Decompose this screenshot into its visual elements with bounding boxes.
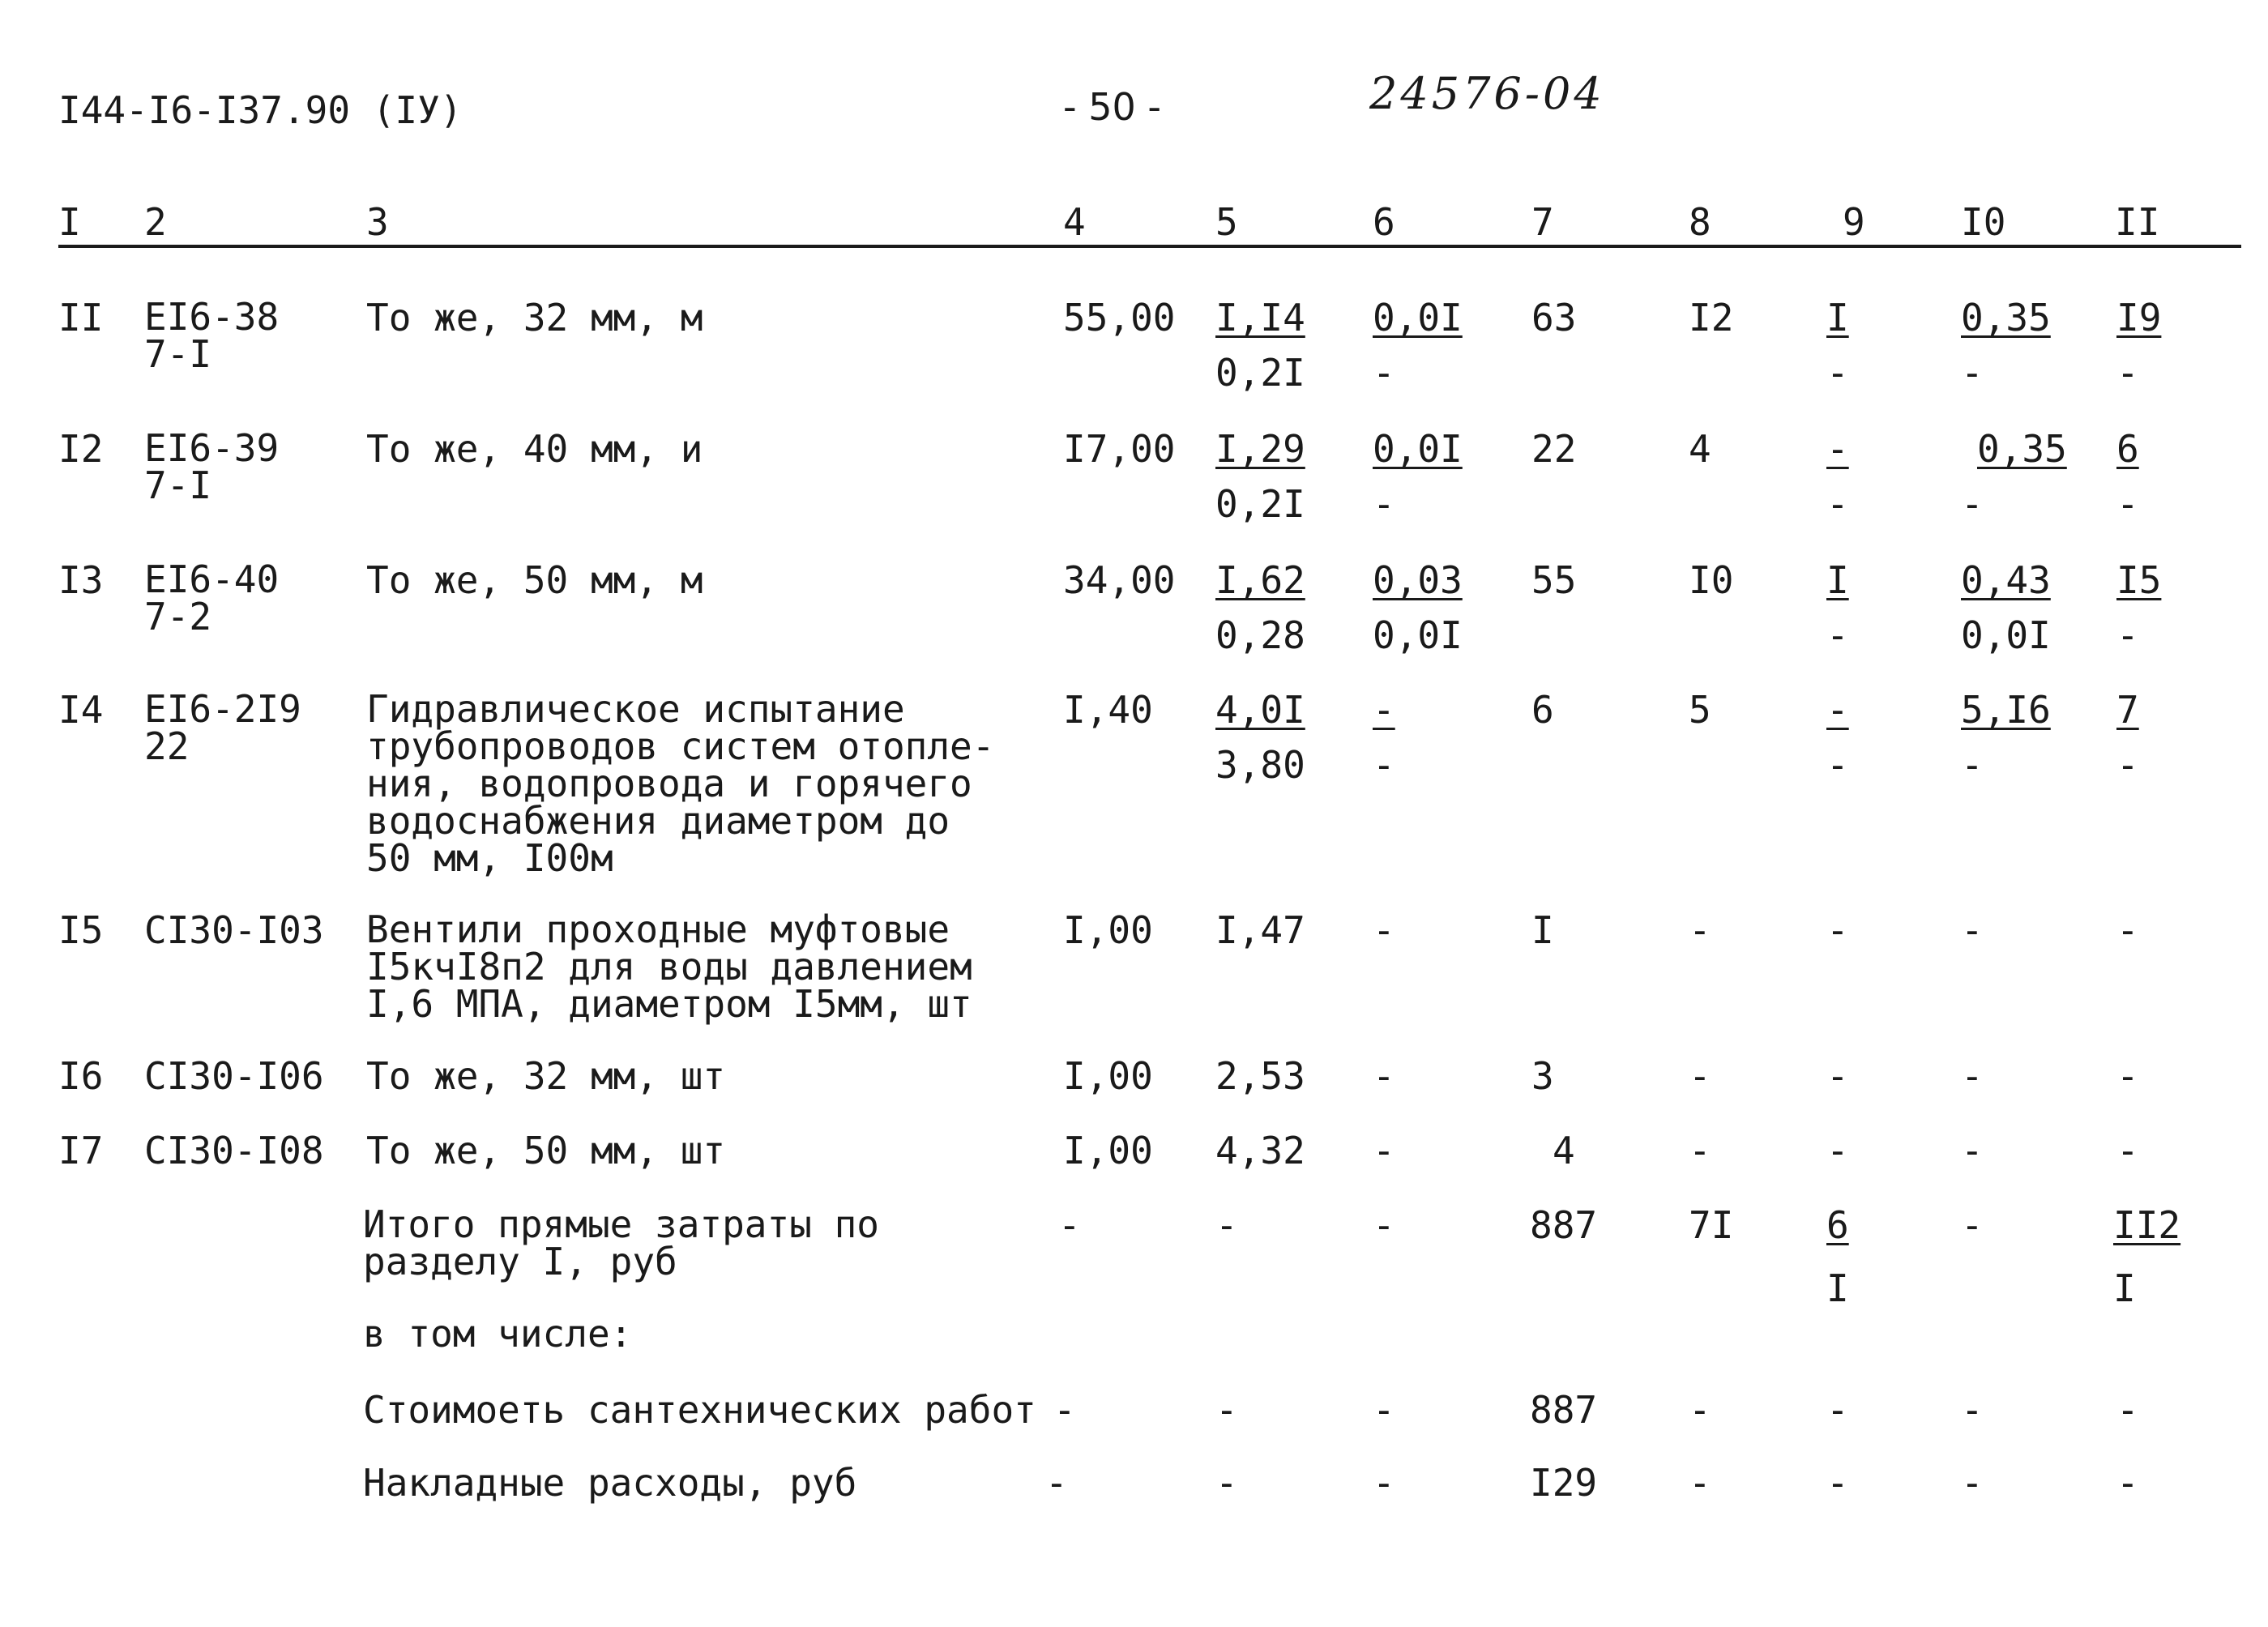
col6-value: - [1373,1129,1395,1172]
col9-subvalue: I [1826,1266,1849,1310]
col9-subvalue: - [1826,613,1849,657]
col4-value: - [1045,1461,1068,1505]
col9-value: I [1826,296,1849,339]
col11-subvalue: - [2116,482,2139,526]
quantity: I7,00 [1063,427,1176,471]
col9-value: - [1826,427,1849,471]
column-header-4: 4 [1063,200,1086,244]
rate-code: CI30-I08 [144,1129,324,1172]
rate-code: EI6-40 7-2 [144,557,280,638]
row-number: I7 [58,1129,104,1172]
col9-value: - [1826,1054,1849,1098]
col9-value: - [1826,1461,1849,1505]
col6-value: 0,03 [1373,558,1463,602]
col10-subvalue: - [1961,351,1984,395]
quantity: I,00 [1063,1054,1153,1098]
totals-description: Накладные расходы, руб [363,1461,857,1505]
col10-subvalue: - [1961,482,1984,526]
col10-value: 0,35 [1977,427,2067,471]
col5-value: 4,0I [1215,688,1305,732]
rate-code: EI6-38 7-I [144,295,280,376]
col11-value: 6 [2116,427,2139,471]
col6-subvalue: - [1373,351,1395,395]
col11-value: I5 [2116,558,2162,602]
col8-value: I2 [1689,296,1734,339]
work-description: Вентили проходные муфтовые I5кчI8п2 для воды давлением I,6 МПА, диаметром I5мм, шт [366,907,972,1026]
column-header-7: 7 [1531,200,1554,244]
col5-value: - [1215,1388,1238,1432]
col11-value: - [2116,1461,2139,1505]
quantity: I,00 [1063,908,1153,952]
col10-subvalue: 0,0I [1961,613,2051,657]
col11-value: 7 [2116,688,2139,732]
col8-value: - [1689,1388,1711,1432]
col6-value: - [1373,688,1395,732]
col9-subvalue: - [1826,351,1849,395]
col5-value: I,29 [1215,427,1305,471]
col6-subvalue: 0,0I [1373,613,1463,657]
col11-value: - [2116,1054,2139,1098]
col9-value: 6 [1826,1203,1849,1247]
col8-value: - [1689,1461,1711,1505]
col9-value: - [1826,1129,1849,1172]
col5-subvalue: 0,28 [1215,613,1305,657]
col7-value: 55 [1531,558,1577,602]
col11-subvalue: I [2113,1266,2136,1310]
work-description: То же, 32 мм, шт [366,1054,726,1098]
col11-subvalue: - [2116,743,2139,787]
col5-value: 2,53 [1215,1054,1305,1098]
col10-value: - [1961,1129,1984,1172]
inventory-number: 24576-04 [1369,68,1605,119]
col10-value: - [1961,1054,1984,1098]
row-number: II [58,296,104,339]
col8-value: 4 [1689,427,1711,471]
column-header-10: I0 [1961,200,2006,244]
col8-value: I0 [1689,558,1734,602]
col6-value: 0,0I [1373,427,1463,471]
work-description: То же, 40 мм, и [366,427,703,471]
col10-subvalue: - [1961,743,1984,787]
col10-value: - [1961,908,1984,952]
col10-value: - [1961,1461,1984,1505]
col10-value: 0,35 [1961,296,2051,339]
col8-value: 5 [1689,688,1711,732]
col4-value: - [1058,1203,1081,1247]
work-description: Гидравлическое испытание трубопроводов систем отопле- ния, водопровода и горячего водоснабжения диаметром до 50 мм, I00м [366,687,995,880]
col6-value: - [1373,1203,1395,1247]
column-header-3: 3 [366,200,389,244]
quantity: I,00 [1063,1129,1153,1172]
col5-subvalue: 3,80 [1215,743,1305,787]
col10-value: 5,I6 [1961,688,2051,732]
column-header-9: 9 [1843,200,1865,244]
col5-value: 4,32 [1215,1129,1305,1172]
including-label: в том числе: [363,1312,633,1356]
col7-value: 63 [1531,296,1577,339]
col9-value: - [1826,908,1849,952]
rate-code: EI6-2I9 22 [144,687,301,768]
col7-value: 4 [1553,1129,1575,1172]
col10-value: - [1961,1203,1984,1247]
col7-value: I29 [1530,1461,1598,1505]
col7-value: 887 [1530,1203,1598,1247]
col7-value: 887 [1530,1388,1598,1432]
column-header-11: II [2115,200,2160,244]
col8-value: - [1689,1054,1711,1098]
col6-value: - [1373,1054,1395,1098]
col6-value: - [1373,908,1395,952]
column-header-1: I [58,200,81,244]
col5-subvalue: 0,2I [1215,482,1305,526]
col5-value: I,47 [1215,908,1305,952]
col5-value: - [1215,1461,1238,1505]
col11-value: I9 [2116,296,2162,339]
header-rule [58,245,2241,248]
column-header-8: 8 [1689,200,1711,244]
col6-value: - [1373,1388,1395,1432]
col9-subvalue: - [1826,743,1849,787]
col10-value: 0,43 [1961,558,2051,602]
row-number: I3 [58,558,104,602]
quantity: 55,00 [1063,296,1176,339]
col6-value: - [1373,1461,1395,1505]
col11-value: - [2116,1129,2139,1172]
rate-code: CI30-I03 [144,908,324,952]
document-code: I44-I6-I37.90 (IУ) [58,88,463,132]
page-number: - 50 - [1063,85,1161,129]
col8-value: 7I [1689,1203,1734,1247]
col8-value: - [1689,1129,1711,1172]
col6-subvalue: - [1373,482,1395,526]
col6-value: 0,0I [1373,296,1463,339]
col11-value: - [2116,1388,2139,1432]
row-number: I2 [58,427,104,471]
quantity: 34,00 [1063,558,1176,602]
rate-code: CI30-I06 [144,1054,324,1098]
col11-subvalue: - [2116,351,2139,395]
rate-code: EI6-39 7-I [144,426,280,507]
col11-value: II2 [2113,1203,2181,1247]
column-header-5: 5 [1215,200,1238,244]
quantity: I,40 [1063,688,1153,732]
col9-value: I [1826,558,1849,602]
col7-value: I [1531,908,1554,952]
work-description: То же, 50 мм, м [366,558,703,602]
col10-value: - [1961,1388,1984,1432]
row-number: I5 [58,908,104,952]
column-header-2: 2 [144,200,167,244]
totals-description: Итого прямые затраты по разделу I, руб [363,1202,879,1283]
col9-subvalue: - [1826,482,1849,526]
col9-value: - [1826,1388,1849,1432]
col5-subvalue: 0,2I [1215,351,1305,395]
col9-value: - [1826,688,1849,732]
col5-value: I,I4 [1215,296,1305,339]
row-number: I6 [58,1054,104,1098]
col7-value: 6 [1531,688,1554,732]
col11-value: - [2116,908,2139,952]
col4-value: - [1053,1388,1076,1432]
col6-subvalue: - [1373,743,1395,787]
work-description: То же, 32 мм, м [366,296,703,339]
col5-value: - [1215,1203,1238,1247]
totals-description: Стоимоеть сантехнических работ [363,1388,1036,1432]
col11-subvalue: - [2116,613,2139,657]
col8-value: - [1689,908,1711,952]
col5-value: I,62 [1215,558,1305,602]
col7-value: 3 [1531,1054,1554,1098]
column-header-6: 6 [1373,200,1395,244]
col7-value: 22 [1531,427,1577,471]
row-number: I4 [58,688,104,732]
work-description: То же, 50 мм, шт [366,1129,726,1172]
